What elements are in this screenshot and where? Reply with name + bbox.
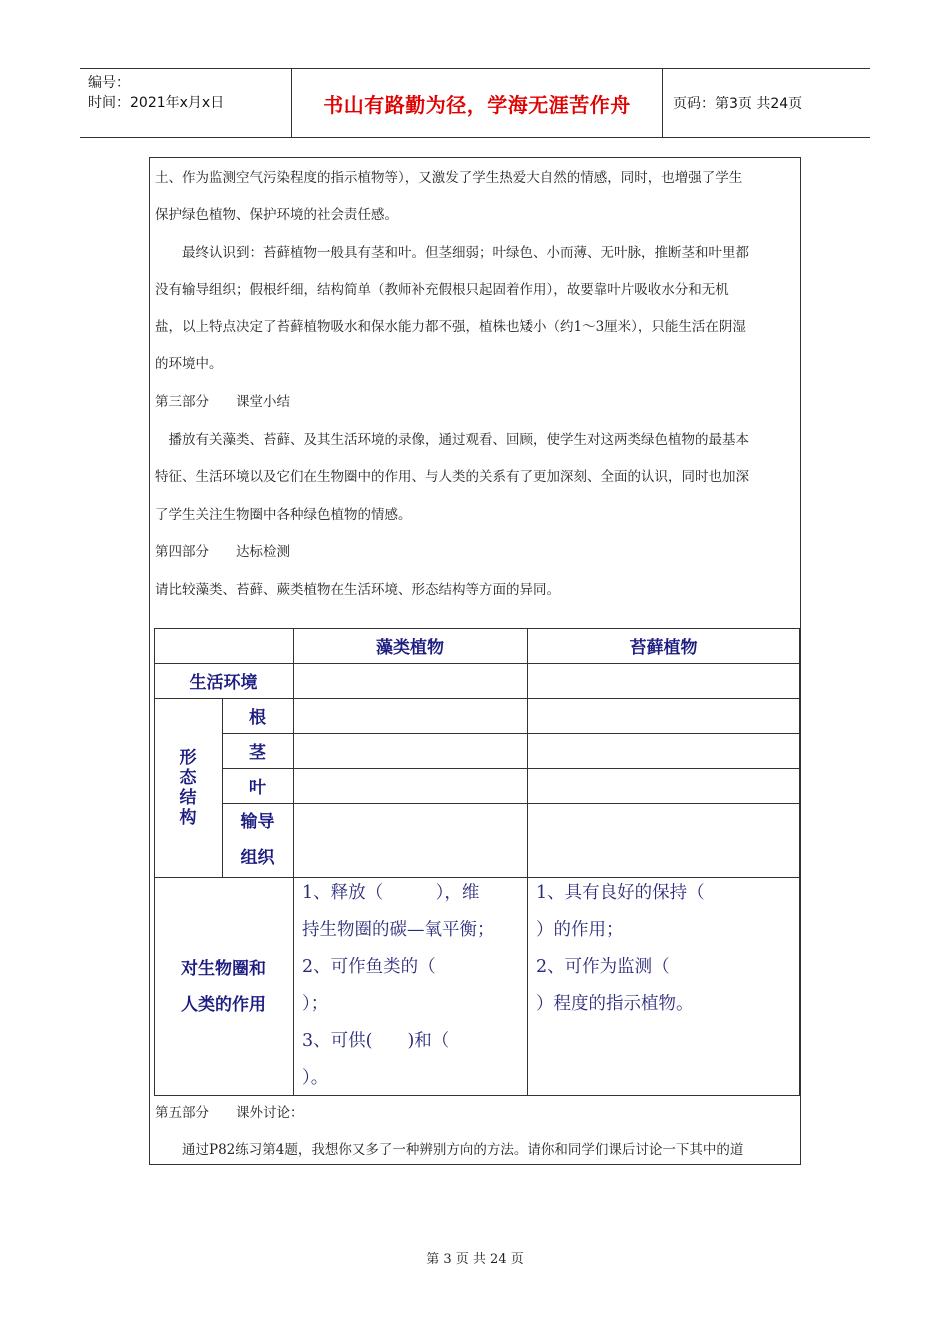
page-header [80, 68, 870, 138]
moss-role-line: 2、可作为监测（ [536, 957, 670, 977]
col-header-algae: 藻类植物 [376, 638, 444, 658]
body-line: 第三部分 课堂小结 [155, 394, 290, 410]
row-header-role [154, 877, 293, 1096]
moss-role-line: ）的作用； [536, 920, 624, 940]
after-table-line: 第五部分 课外讨论： [155, 1105, 304, 1121]
body-line: 了学生关注生物圈中各种绿色植物的情感。 [155, 507, 412, 523]
after-table-line: 通过P82练习第4题，我想你又多了一种辨别方向的方法。请你和同学们课后讨论一下其中的道 [155, 1142, 744, 1158]
algae-role-line: 2、可作鱼类的（ [302, 957, 436, 977]
row-header-morphology [154, 698, 222, 877]
algae-role-line: 持生物圈的碳—氧平衡； [302, 920, 495, 940]
row-header-root: 根 [249, 708, 266, 728]
body-line: 盐，以上特点决定了苔藓植物吸水和保水能力都不强，植株也矮小（约1～3厘米），只能生活在阴湿 [155, 319, 746, 335]
row-header-environment: 生活环境 [189, 673, 258, 693]
body-line: 请比较藻类、苔藓、蕨类植物在生活环境、形态结构等方面的异同。 [155, 582, 560, 598]
role-label-1: 对生物圈和 [181, 958, 266, 979]
header-page-label: 页码：第3页 共24页 [673, 96, 803, 112]
code-label: 编号： [88, 75, 130, 91]
body-line: 播放有关藻类、苔藓、及其生活环境的录像，通过观看、回顾，使学生对这两类绿色植物的最基本 [155, 432, 749, 448]
col-header-moss: 苔藓植物 [629, 638, 698, 658]
algae-role-line: ）。 [302, 1068, 329, 1088]
body-line: 最终认识到：苔藓植物一般具有茎和叶。但茎细弱；叶绿色、小而薄、无叶脉，推断茎和叶里都 [155, 245, 749, 261]
body-line: 特征、生活环境以及它们在生物圈中的作用、与人类的关系有了更加深刻、全面的认识，同时也加深 [155, 469, 749, 485]
header-meta [80, 69, 291, 137]
algae-role-line: 1、释放（ ），维 [302, 883, 480, 903]
time-label: 时间：2021年x月x日 [88, 95, 225, 111]
role-label-2: 人类的作用 [181, 994, 266, 1015]
header-motto: 书山有路勤为径，学海无涯苦作舟 [291, 69, 663, 137]
body-line: 保护绿色植物、保护环境的社会责任感。 [155, 207, 398, 223]
moss-role-line: 1、具有良好的保持（ [536, 883, 705, 903]
algae-role-line: 3、可供( )和（ [302, 1031, 450, 1051]
morph-char: 构 [179, 807, 197, 828]
body-line: 第四部分 达标检测 [155, 544, 290, 560]
algae-role-line: ）； [302, 994, 329, 1014]
body-line: 土、作为监测空气污染程度的指示植物等），又激发了学生热爱大自然的情感，同时，也增强了学生 [155, 170, 743, 186]
row-header-conductive-tissue [222, 803, 293, 877]
morph-char: 形 [179, 747, 197, 768]
row-header-stem: 茎 [249, 743, 266, 763]
tissue-label-1: 输导 [240, 812, 275, 832]
row-header-leaf: 叶 [249, 778, 266, 798]
moss-role-line: ）程度的指示植物。 [536, 994, 694, 1014]
body-line: 的环境中。 [155, 356, 223, 372]
morph-char: 态 [179, 767, 197, 788]
body-line: 没有输导组织；假根纤细，结构简单（教师补充假根只起固着作用），故要靠叶片吸收水分和无机 [155, 282, 729, 298]
page-footer: 第 3 页 共 24 页 [426, 1252, 524, 1267]
morph-char: 结 [179, 787, 197, 808]
tissue-label-2: 组织 [240, 848, 275, 868]
